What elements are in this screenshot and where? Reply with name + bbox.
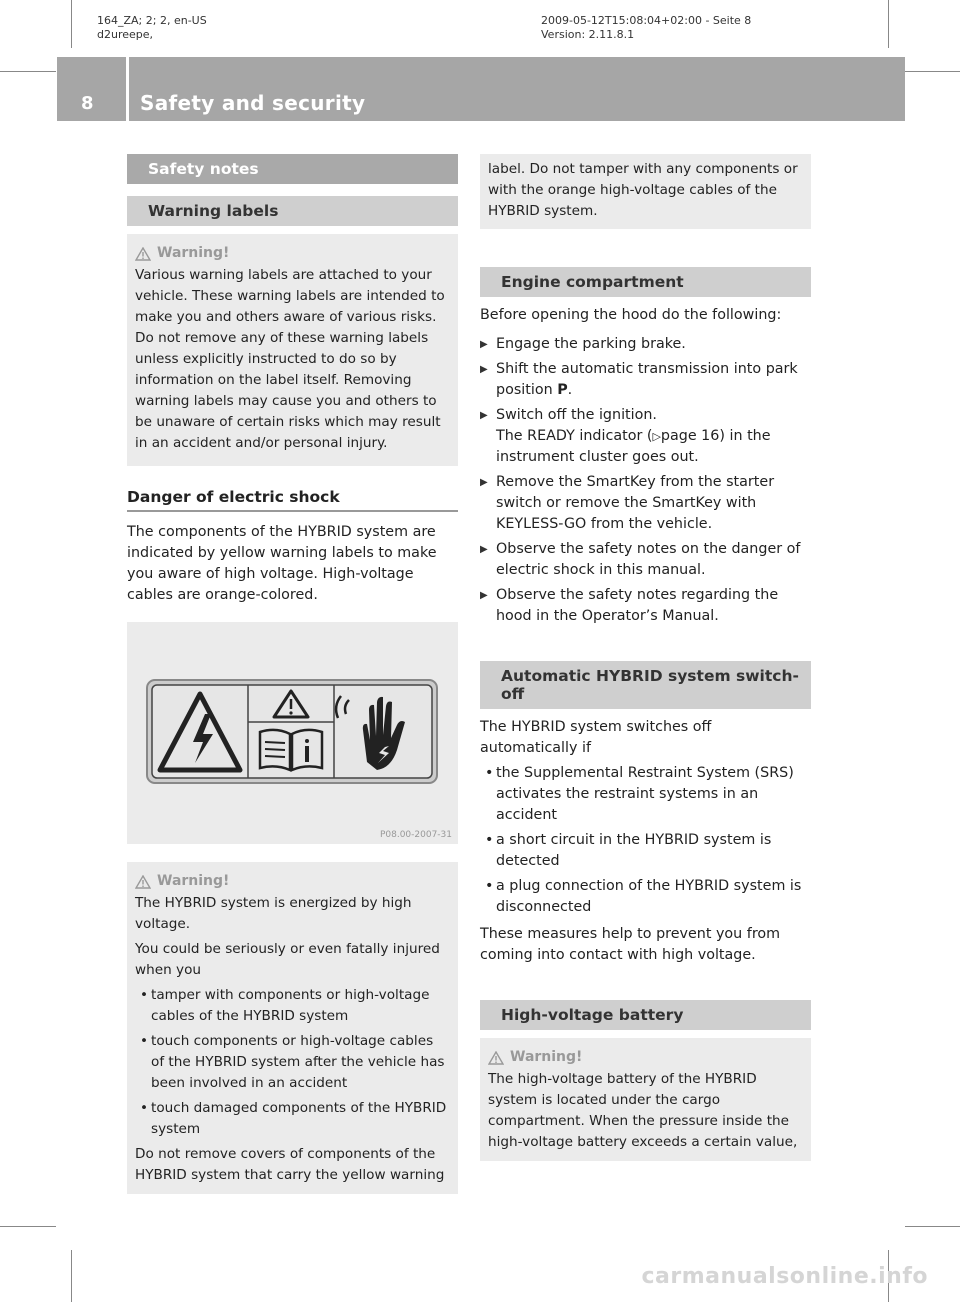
step-item xyxy=(480,405,811,468)
step-text: Observe the safety notes on the danger of electric shock in this manual. xyxy=(496,541,801,578)
step-text: page 16) in the instrument cluster goes out. xyxy=(496,428,771,465)
warning-header xyxy=(135,871,450,892)
list-item: • touch components or high-voltage cables of the HYBRID system after the vehicle has been involved in an accident xyxy=(135,1031,450,1094)
warning-paragraph-2: You could be seriously or even fatally injured when you xyxy=(135,941,440,978)
warning-text: The high-voltage battery of the HYBRID system is located under the cargo compartment. When the pressure inside the high-voltage battery exceeds a certain value, xyxy=(488,1071,798,1150)
crop-mark xyxy=(71,0,72,48)
step-text: Observe the safety notes regarding the hood in the Operator’s Manual. xyxy=(496,587,779,624)
warning-header xyxy=(135,243,450,264)
list-item: • a short circuit in the HYBRID system is detected xyxy=(480,830,811,872)
list-item: • tamper with components or high-voltage cables of the HYBRID system xyxy=(135,985,450,1027)
step-text: Shift the automatic transmission into park position xyxy=(496,361,798,398)
warning-list xyxy=(135,985,450,1140)
list-item: • a plug connection of the HYBRID system is disconnected xyxy=(480,876,811,918)
crop-mark xyxy=(71,1250,72,1302)
step-item: ▶ Shift the automatic transmission into park position P. xyxy=(480,359,811,401)
step-text: Switch off the ignition. xyxy=(496,407,657,423)
engine-steps xyxy=(480,334,811,627)
header-separator xyxy=(126,57,129,121)
auto-intro: The HYBRID system switches off automatically if xyxy=(480,719,712,756)
page-ref-arrow-icon: ▷ xyxy=(652,430,661,443)
warning-box-hybrid xyxy=(127,862,458,1194)
park-letter: P xyxy=(557,382,568,398)
step-item xyxy=(480,539,811,581)
warning-triangle-icon xyxy=(135,247,151,261)
warning-paragraph-1: The HYBRID system is energized by high voltage. xyxy=(135,895,412,932)
warning-triangle-icon xyxy=(135,875,151,889)
shock-paragraph: The components of the HYBRID system are indicated by yellow warning labels to make you aware of high voltage. High-voltage cables are orange-colored. xyxy=(127,524,437,603)
meta-right-line2: Version: 2.11.8.1 xyxy=(541,28,635,41)
warning-label-figure xyxy=(127,622,458,844)
auto-outro: These measures help to prevent you from coming into contact with high voltage. xyxy=(480,926,781,963)
warning-box-battery xyxy=(480,1038,811,1161)
crop-mark xyxy=(0,71,56,72)
warning-label: Warning! xyxy=(510,1049,583,1065)
left-column xyxy=(127,154,458,1194)
auto-conditions xyxy=(480,763,811,918)
crop-mark xyxy=(905,1226,960,1227)
subsection-title-warning-labels: Warning labels xyxy=(127,196,458,226)
warning-text: Various warning labels are attached to your vehicle. These warning labels are intended to make you and others aware of various risks. Do not remove any of these warning labels unless explicitly instructed to do so by information on the label itself. Removing warning labels may cause you and others to be unaware of certain risks which may result in an accident and/or personal injury. xyxy=(135,267,445,451)
crop-mark xyxy=(905,71,960,72)
step-item xyxy=(480,472,811,535)
print-meta-left xyxy=(97,14,207,42)
page-title: Safety and security xyxy=(140,91,366,115)
warning-label: Warning! xyxy=(157,873,230,889)
warning-box-continued xyxy=(480,154,811,229)
step-item xyxy=(480,334,811,355)
warning-triangle-icon xyxy=(488,1051,504,1065)
step-text: Engage the parking brake. xyxy=(496,336,686,352)
engine-intro: Before opening the hood do the following: xyxy=(480,307,782,323)
step-item xyxy=(480,585,811,627)
section-title-auto-switch-off: Automatic HYBRID system switch-off xyxy=(480,661,811,709)
meta-left-line1: 164_ZA; 2; 2, en-US xyxy=(97,14,207,27)
figure-code: P08.00-2007-31 xyxy=(379,830,452,840)
right-column xyxy=(480,154,811,1161)
crop-mark xyxy=(888,0,889,48)
warning-box-labels xyxy=(127,234,458,466)
step-text: The READY indicator ( xyxy=(496,428,653,444)
warning-continued-text: label. Do not tamper with any components or with the orange high-voltage cables of the HYBRID system. xyxy=(488,161,798,219)
page-number: 8 xyxy=(81,93,94,114)
section-title-engine-compartment: Engine compartment xyxy=(480,267,811,297)
meta-left-line2: d2ureepe, xyxy=(97,28,154,41)
warning-label: Warning! xyxy=(157,245,230,261)
page-header xyxy=(57,57,905,121)
list-item: • touch damaged components of the HYBRID system xyxy=(135,1098,450,1140)
step-text: Remove the SmartKey from the starter switch or remove the SmartKey with KEYLESS-GO from the vehicle. xyxy=(496,474,775,532)
list-item: • the Supplemental Restraint System (SRS) activates the restraint systems in an accident xyxy=(480,763,811,826)
warning-label-illustration xyxy=(127,622,458,844)
warning-paragraph-3: Do not remove covers of components of the HYBRID system that carry the yellow warning xyxy=(135,1146,445,1183)
crop-mark xyxy=(0,1226,56,1227)
warning-header xyxy=(488,1047,803,1068)
heading-electric-shock: Danger of electric shock xyxy=(127,488,458,512)
section-title-high-voltage-battery: High-voltage battery xyxy=(480,1000,811,1030)
watermark: carmanualsonline.info xyxy=(641,1264,928,1289)
meta-right-line1: 2009-05-12T15:08:04+02:00 - Seite 8 xyxy=(541,14,752,27)
section-title-safety-notes: Safety notes xyxy=(127,154,458,184)
print-meta-right xyxy=(541,14,751,42)
